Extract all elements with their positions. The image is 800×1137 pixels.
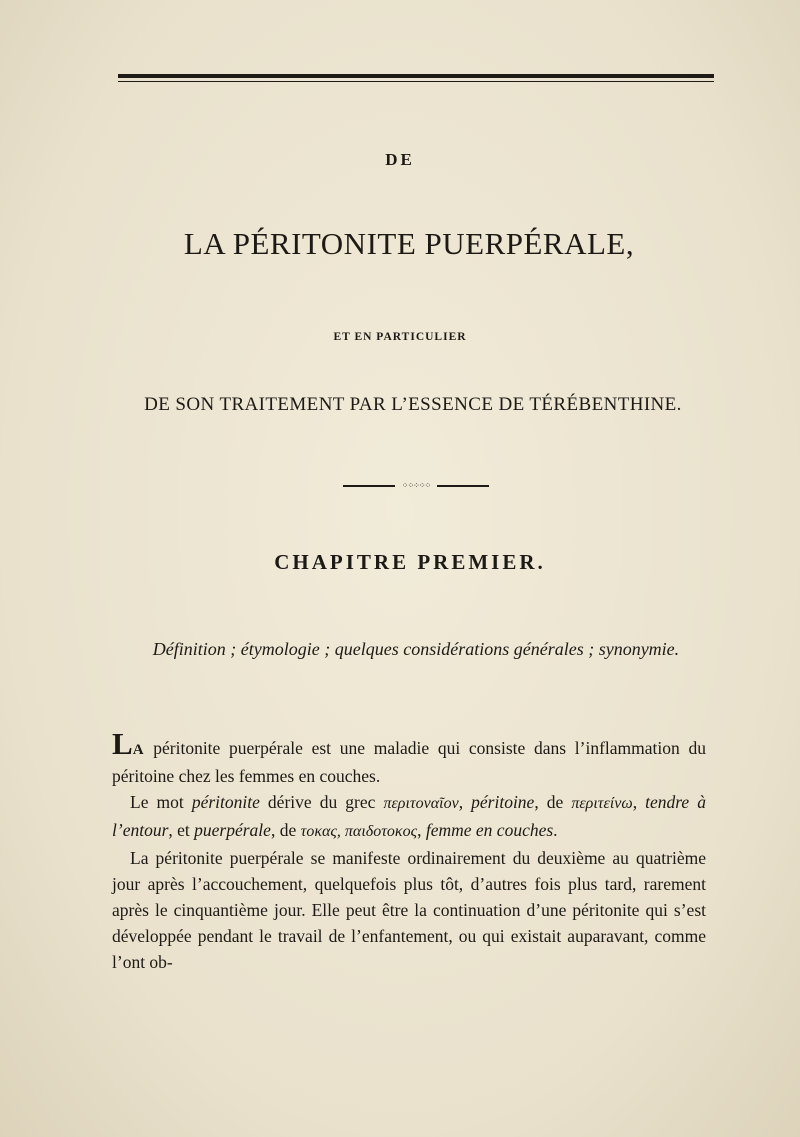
p2-text-g: , de xyxy=(270,820,301,840)
p2-text-c: , xyxy=(458,792,472,812)
dropcap-letter: L xyxy=(112,726,133,761)
top-double-rule xyxy=(118,74,714,84)
subtitle-large: DE SON TRAITEMENT PAR L’ESSENCE DE TÉRÉBENTHINE. xyxy=(144,394,682,415)
main-title: LA PÉRITONITE PUERPÉRALE, xyxy=(183,226,635,261)
p2-text-f: , et xyxy=(168,820,195,840)
p2-term-puerperale: puerpérale xyxy=(194,820,271,840)
top-rule-thin xyxy=(118,81,714,82)
paragraph-1 xyxy=(112,726,706,789)
paragraph-3: La péritonite puerpérale se manifeste ordinairement du deuxième au quatrième jour après l’accouchement, quelquefois plus tôt, d’autres fois plus tard, rarement après le cinquantième jour. Elle peut être la continuation d’une péritonite qui s’est développée pendant le travail de l’enfantement, ou qui existait auparavant, comme l’ont ob- xyxy=(112,848,706,972)
p2-text-b: dérive du grec xyxy=(259,792,384,812)
ornament-center: ⁘⁘⁘⁘⁘ xyxy=(401,481,431,490)
dropcap-small-caps: A xyxy=(132,742,145,758)
chapter-heading: CHAPITRE PREMIER. xyxy=(274,550,546,574)
p2-term-femme: femme en couches xyxy=(425,820,554,840)
p2-term-peritonite: péritonite xyxy=(191,792,260,812)
p2-term-entour: tendre à l’entour xyxy=(112,792,707,840)
subtitle-small: ET EN PARTICULIER xyxy=(333,331,467,343)
p2-term-peritoine: péritoine xyxy=(471,792,535,812)
chapter-summary: Définition ; étymologie ; quelques considérations générales ; synonymie. xyxy=(152,639,680,659)
p2-text-a: Le mot xyxy=(130,792,192,812)
p2-text-i: . xyxy=(553,820,558,840)
p2-text-h: , xyxy=(417,820,426,840)
paragraph-2 xyxy=(112,789,706,845)
ornament-line-right xyxy=(437,485,489,487)
p2-text-e: , xyxy=(632,792,646,812)
title-prefix: DE xyxy=(385,150,415,169)
ornament-line-left xyxy=(343,485,395,487)
body-text xyxy=(112,726,707,975)
p2-text-d: , de xyxy=(534,792,572,812)
top-rule-thick xyxy=(118,74,714,78)
paragraph-1-text: péritonite puerpérale est une maladie qui consiste dans l’inflammation du péritoine chez les femmes en couches. xyxy=(112,738,706,786)
p2-greek-1: περιτοναῖον xyxy=(383,795,459,812)
p2-greek-3: τοκας, παιδοτοκος xyxy=(300,823,418,840)
p2-greek-2: περιτείνω xyxy=(571,795,633,812)
ornament-divider xyxy=(343,482,489,490)
